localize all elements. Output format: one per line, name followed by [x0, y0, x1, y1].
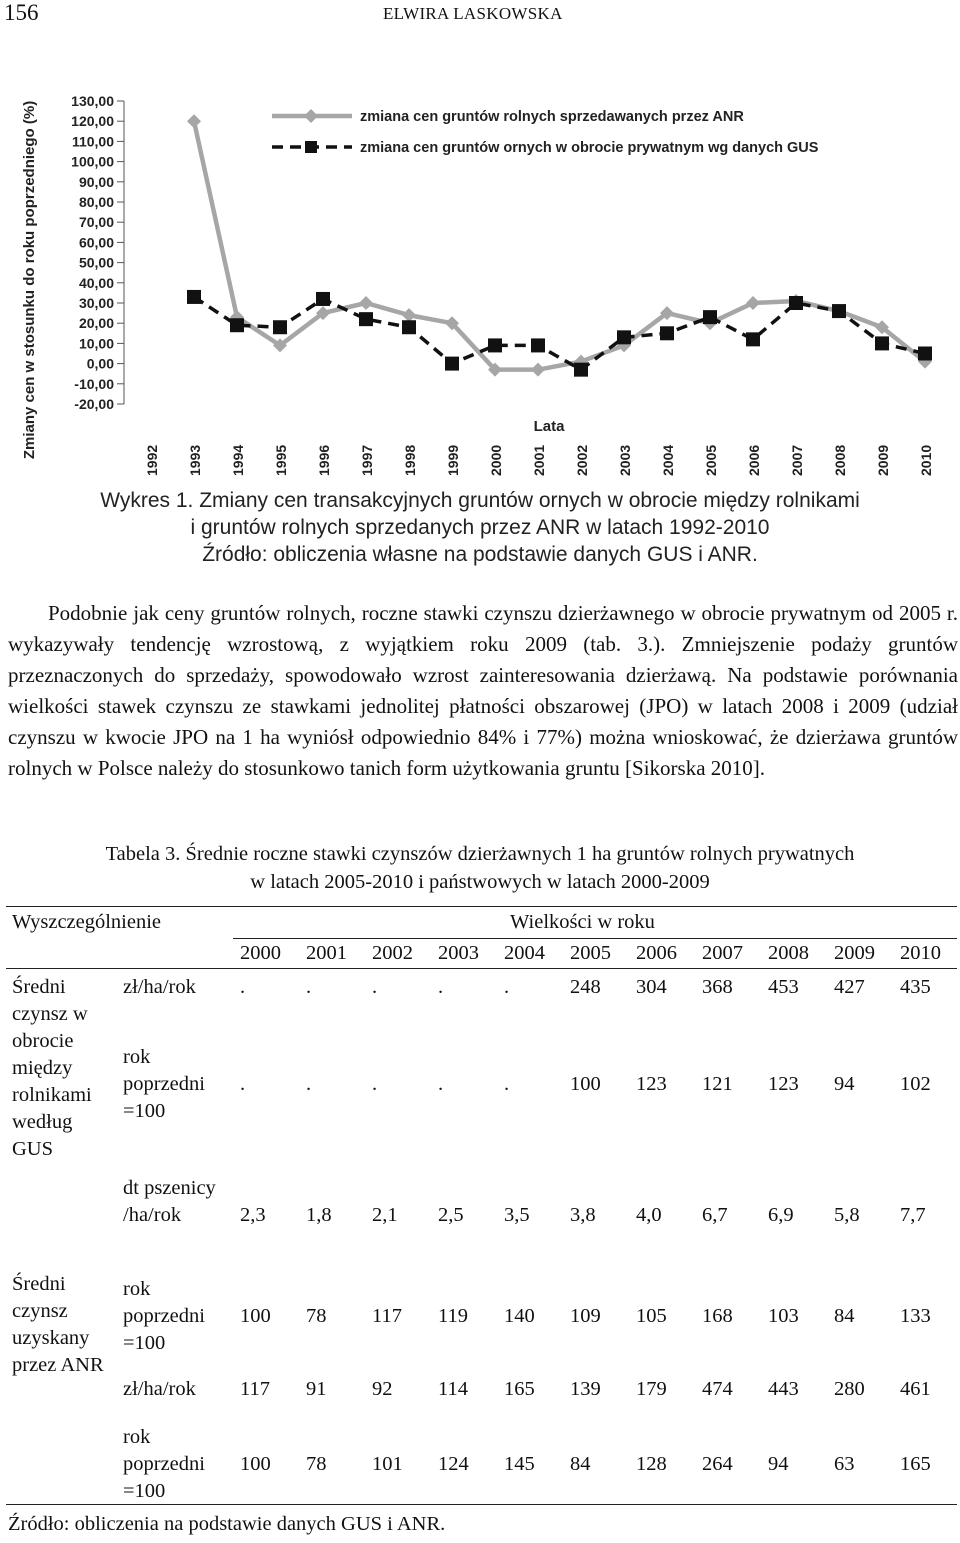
legend-marker: [304, 109, 318, 123]
figure-caption: [0, 487, 960, 568]
series-marker: [875, 336, 889, 350]
row-unit: dt pszenicy /ha/rok: [123, 1177, 216, 1226]
series-marker: [402, 308, 416, 322]
y-tick-label: 20,00: [78, 315, 114, 332]
y-tick-label: 50,00: [78, 254, 114, 271]
x-tick-label: 1996: [316, 444, 332, 476]
y-axis-label: Zmiany cen w stosunku do roku poprzedniego (%): [21, 100, 38, 460]
table-cell: 133: [900, 1305, 931, 1327]
year-header: 2000: [240, 942, 281, 964]
table-cell: 128: [636, 1453, 667, 1475]
table-cell: 264: [702, 1453, 733, 1475]
series-marker: [918, 347, 932, 361]
year-header: 2010: [900, 942, 941, 964]
table-cell: 121: [702, 1073, 733, 1095]
table-cell: 1,8: [306, 1204, 332, 1226]
year-header: 2008: [768, 942, 809, 964]
row-unit: zł/ha/rok: [123, 1378, 196, 1400]
table-cell: .: [306, 1073, 312, 1095]
table-cell: .: [438, 976, 444, 998]
table-caption-line-2: w latach 2005-2010 i państwowych w latach 2000-2009: [250, 871, 710, 893]
table-cell: .: [372, 1073, 378, 1095]
body-paragraph-text: Podobnie jak ceny gruntów rolnych, roczne stawki czynszu dzierżawnego w obrocie prywatnym od 2005 r. wykazywały tendencję wzrostową, z wyjątkiem roku 2009 (tab. 3.). Zmniejszenie podaży gruntów przeznaczonych do sprzedaży, spowodowało wzrost zainteresowania dzierżawą. Na podstawie porównania wielkości stawek czynszu ze stawkami jednolitej płatności obszarowej (JPO) w latach 2008 i 2009 (udział czynszu w kwocie JPO na 1 ha wyniósł odpowiednio 84% i 77%) można wnioskować, że dzierżawa gruntów rolnych w Polsce należy do stosunkowo tanich form użytkowania gruntu [Sikorska 2010].: [8, 601, 958, 780]
table-header-description: Wyszczególnienie: [12, 911, 162, 933]
y-tick-label: 80,00: [78, 194, 114, 210]
series-marker: [488, 338, 502, 352]
series-marker: [445, 357, 459, 371]
y-tick-label: 130,00: [71, 93, 114, 109]
x-tick-label: 2009: [875, 444, 891, 476]
x-tick-label: 1999: [445, 444, 461, 476]
y-tick-label: 30,00: [78, 295, 114, 311]
x-tick-label: 2007: [789, 444, 805, 476]
y-tick-label: 10,00: [78, 335, 114, 352]
table-cell: 124: [438, 1453, 469, 1475]
table-cell: 84: [834, 1305, 855, 1327]
x-tick-label: 2000: [488, 444, 504, 476]
table-cell: 3,8: [570, 1204, 596, 1226]
table-cell: 427: [834, 976, 865, 998]
table-cell: 117: [240, 1378, 270, 1400]
table-cell: 7,7: [900, 1204, 926, 1226]
table-cell: 94: [834, 1073, 855, 1095]
row-unit: rok poprzedni =100: [123, 1426, 205, 1502]
series-marker: [187, 114, 201, 128]
y-tick-label: 40,00: [78, 274, 114, 291]
table-cell: 63: [834, 1453, 855, 1475]
x-tick-label: 1993: [187, 444, 203, 476]
x-tick-label: 2003: [617, 444, 633, 476]
series-marker: [316, 292, 330, 306]
table-header-group: Wielkości w roku: [510, 911, 655, 933]
figure-caption-line-2: i gruntów rolnych sprzedanych przez ANR w latach 1992-2010: [190, 516, 770, 539]
y-tick-label: 0,00: [86, 355, 114, 372]
y-tick-label: 100,00: [71, 153, 114, 170]
table-cell: 248: [570, 976, 601, 998]
y-tick-label: 110,00: [71, 133, 114, 150]
group-label-gus: Średni czynsz w obrocie między rolnikami według GUS: [12, 976, 92, 1160]
table-cell: 3,5: [504, 1204, 530, 1226]
series-marker: [703, 310, 717, 324]
year-header: 2004: [504, 942, 545, 964]
year-header: 2007: [702, 942, 743, 964]
page-number: 156: [4, 0, 39, 25]
table-cell: .: [504, 1073, 510, 1095]
year-header: 2002: [372, 942, 413, 964]
table-cell: 78: [306, 1305, 327, 1327]
figure-caption-source: Źródło: obliczenia własne na podstawie danych GUS i ANR.: [202, 543, 758, 566]
table-cell: 123: [768, 1073, 799, 1095]
x-tick-label: 2010: [918, 444, 934, 476]
series-marker: [273, 320, 287, 334]
year-header: 2006: [636, 942, 677, 964]
x-tick-label: 1994: [230, 444, 246, 476]
table-cell: 92: [372, 1378, 393, 1400]
series-marker: [746, 332, 760, 346]
table-cell: 100: [570, 1073, 601, 1095]
table-cell: 168: [702, 1305, 733, 1327]
legend-label: zmiana cen gruntów ornych w obrocie prywatnym wg danych GUS: [360, 140, 819, 156]
table-cell: 2,5: [438, 1204, 464, 1226]
table-cell: 443: [768, 1378, 799, 1400]
table-cell: 139: [570, 1378, 601, 1400]
y-tick-label: 60,00: [78, 234, 114, 251]
table-cell: 5,8: [834, 1204, 860, 1226]
table-cell: .: [240, 1073, 246, 1095]
y-tick-label: 70,00: [78, 214, 114, 231]
table-cell: 165: [900, 1453, 931, 1475]
table-caption: [0, 840, 960, 896]
table-cell: 474: [702, 1378, 733, 1400]
year-header: 2005: [570, 942, 611, 964]
table-cell: 2,3: [240, 1204, 266, 1226]
x-tick-label: 2005: [703, 444, 719, 476]
table-top-rule: [6, 906, 957, 907]
year-header: 2001: [306, 942, 347, 964]
series-line: [194, 121, 925, 369]
series-marker: [359, 296, 373, 310]
x-tick-label: 1997: [359, 444, 375, 476]
table-cell: 100: [240, 1453, 271, 1475]
price-change-line-chart: [0, 88, 960, 483]
table-cell: 435: [900, 976, 931, 998]
series-marker: [187, 290, 201, 304]
table-cell: .: [438, 1073, 444, 1095]
table-cell: .: [372, 976, 378, 998]
table-cell: 304: [636, 976, 667, 998]
series-marker: [746, 296, 760, 310]
table-cell: 100: [240, 1305, 271, 1327]
x-tick-label: 2002: [574, 444, 590, 476]
table-cell: 140: [504, 1305, 535, 1327]
row-unit: zł/ha/rok: [123, 976, 196, 998]
table-cell: 101: [372, 1453, 403, 1475]
body-paragraph: [8, 598, 958, 784]
series-marker: [230, 318, 244, 332]
year-header: 2003: [438, 942, 479, 964]
table-cell: 6,7: [702, 1204, 728, 1226]
table-cell: 119: [438, 1305, 468, 1327]
legend-marker: [305, 141, 317, 153]
table-cell: .: [240, 976, 246, 998]
table-cell: 2,1: [372, 1204, 398, 1226]
running-head-author: ELWIRA LASKOWSKA: [383, 4, 563, 23]
row-unit: rok poprzedni =100: [123, 1046, 205, 1122]
x-tick-label: 1992: [144, 444, 160, 476]
x-tick-label: 1995: [273, 444, 289, 476]
table-caption-line-1: Tabela 3. Średnie roczne stawki czynszów dzierżawnych 1 ha gruntów rolnych prywatnych: [105, 843, 855, 865]
series-marker: [617, 330, 631, 344]
table-cell: .: [504, 976, 510, 998]
series-marker: [531, 363, 545, 377]
y-tick-label: -10,00: [74, 375, 114, 392]
table-cell: 117: [372, 1305, 402, 1327]
table-cell: 114: [438, 1378, 468, 1400]
table-cell: 102: [900, 1073, 931, 1095]
figure-caption-line-1: Wykres 1. Zmiany cen transakcyjnych gruntów ornych w obrocie między rolnikami: [100, 489, 860, 512]
x-tick-label: 2004: [660, 444, 676, 476]
series-marker: [832, 304, 846, 318]
y-tick-label: -20,00: [74, 396, 114, 412]
table-cell: 165: [504, 1378, 535, 1400]
table-cell: 123: [636, 1073, 667, 1095]
table-cell: 280: [834, 1378, 865, 1400]
table-cell: 78: [306, 1453, 327, 1475]
series-line: [194, 297, 925, 370]
table-cell: 105: [636, 1305, 667, 1327]
table-cell: 453: [768, 976, 799, 998]
table-cell: 91: [306, 1378, 327, 1400]
table-source: Źródło: obliczenia na podstawie danych GUS i ANR.: [8, 1513, 446, 1535]
x-tick-label: 1998: [402, 444, 418, 476]
table-bottom-rule: [6, 1504, 957, 1505]
table-cell: 84: [570, 1453, 591, 1475]
series-marker: [531, 338, 545, 352]
table-cell: 145: [504, 1453, 535, 1475]
table-cell: 109: [570, 1305, 601, 1327]
y-tick-label: 90,00: [78, 173, 114, 190]
x-axis-label: Lata: [533, 418, 565, 435]
table-cell: 368: [702, 976, 733, 998]
table-cell: 6,9: [768, 1204, 794, 1226]
table-cell: 179: [636, 1378, 667, 1400]
table-cell: .: [306, 976, 312, 998]
table-header-rule: [233, 938, 957, 939]
table-cell: 103: [768, 1305, 799, 1327]
table-cell: 94: [768, 1453, 789, 1475]
row-unit: rok poprzedni =100: [123, 1278, 205, 1354]
x-tick-label: 2001: [531, 444, 547, 476]
series-marker: [789, 296, 803, 310]
x-tick-label: 2006: [746, 444, 762, 476]
legend-label: zmiana cen gruntów rolnych sprzedawanych przez ANR: [360, 109, 744, 125]
y-tick-label: 120,00: [71, 113, 114, 130]
group-label-anr: Średni czynsz uzyskany przez ANR: [12, 1273, 104, 1376]
series-marker: [574, 363, 588, 377]
table-header-bottom-rule: [6, 968, 957, 969]
year-header: 2009: [834, 942, 875, 964]
series-marker: [660, 326, 674, 340]
table-cell: 461: [900, 1378, 931, 1400]
series-marker: [359, 312, 373, 326]
series-marker: [402, 320, 416, 334]
x-tick-label: 2008: [832, 444, 848, 476]
table-cell: 4,0: [636, 1204, 662, 1226]
